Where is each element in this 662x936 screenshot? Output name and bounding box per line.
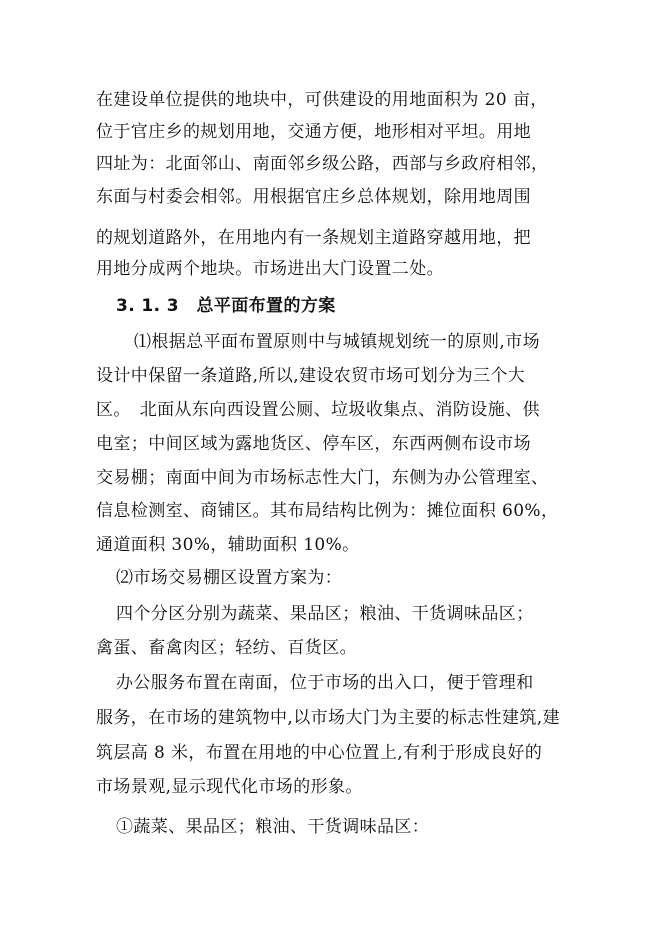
text-line: 筑层高 8 米，布置在用地的中心位置上,有利于形成良好的 <box>96 743 543 763</box>
text-line: 服务，在市场的建筑物中,以市场大门为主要的标志性建筑,建 <box>96 708 561 728</box>
text-line: 设计中保留一条道路,所以,建设农贸市场可划分为三个大 <box>96 366 526 386</box>
text-line: 四个分区分别为蔬菜、果品区；粮油、干货调味品区； <box>116 604 534 624</box>
text-line: 办公服务布置在南面，位于市场的出入口，便于管理和 <box>116 673 534 693</box>
text-line: 通道面积 30%，辅助面积 10%。 <box>96 535 360 555</box>
text-line: 市场景观,显示现代化市场的形象。 <box>96 777 363 797</box>
text-line: 用地分成两个地块。市场进出大门设置二处。 <box>96 259 444 279</box>
text-line: 东面与村委会相邻。用根据官庄乡总体规划，除用地周围 <box>96 187 531 207</box>
section-heading: 3. 1. 3 总平面布置的方案 <box>116 296 336 316</box>
text-line: 电室；中间区域为露地货区、停车区，东西两侧布设市场 <box>96 434 531 454</box>
text-line: 在建设单位提供的地块中，可供建设的用地面积为 20 亩， <box>96 90 548 110</box>
text-line: 区。 北面从东向西设置公厕、垃圾收集点、消防设施、供 <box>96 400 540 420</box>
text-line: ⑴根据总平面布置原则中与城镇规划统一的原则,市场 <box>134 332 541 352</box>
text-line: 的规划道路外，在用地内有一条规划主道路穿越用地，把 <box>96 228 531 248</box>
text-line: 四址为：北面邻山、南面邻乡级公路，西部与乡政府相邻， <box>96 154 549 174</box>
text-line: 交易棚；南面中间为市场标志性大门，东侧为办公管理室、 <box>96 468 549 488</box>
text-line: ⑵市场交易棚区设置方案为： <box>116 568 343 588</box>
text-line: 禽蛋、畜禽肉区；轻纺、百货区。 <box>96 638 357 658</box>
text-line: 位于官庄乡的规划用地，交通方便，地形相对平坦。用地 <box>96 122 531 142</box>
text-line: 信息检测室、商铺区。其布局结构比例为：摊位面积 60%， <box>96 501 559 521</box>
text-line: ①蔬菜、果品区；粮油、干货调味品区： <box>116 817 430 837</box>
